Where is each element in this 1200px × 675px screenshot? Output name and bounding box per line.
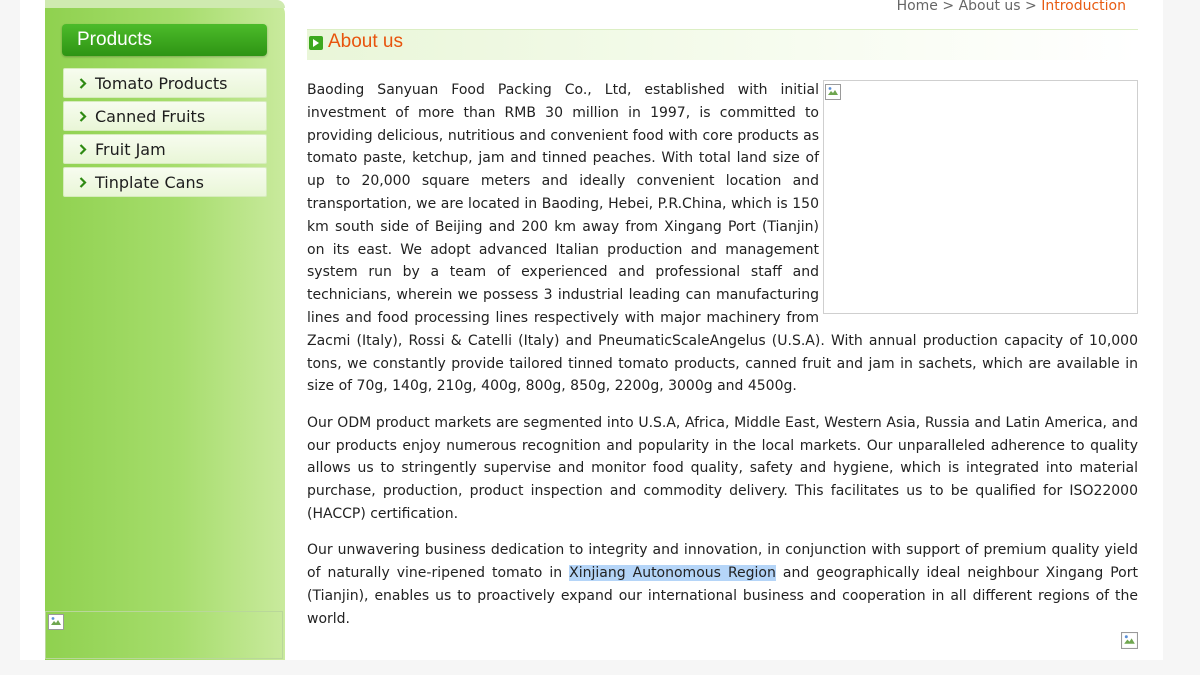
section-header <box>307 29 1138 60</box>
intro-paragraph-3 <box>307 539 1138 630</box>
intro-paragraph-2: Our ODM product markets are segmented into U.S.A, Africa, Middle East, Western Asia, Russia and Latin America, and our products enjoy numerous recognition and popularity in the local markets. Our unparalleled adherence to quality allows us to stringently supervise and monitor food quality, safety and hygiene, which is integrated into material purchase, production, product inspection and commodity delivery. This facilitates us to be qualified for ISO22000 (HACCP) certification. <box>307 414 1138 522</box>
page <box>20 0 1163 675</box>
section-marker-icon <box>309 36 323 50</box>
sidebar-title: Products <box>62 24 267 56</box>
broken-image-icon <box>1121 632 1138 649</box>
sidebar-item-tinplate-cans[interactable] <box>63 167 267 197</box>
chevron-right-icon <box>78 110 88 122</box>
sidebar-banner-image <box>45 611 283 659</box>
breadcrumb-separator: > <box>1025 0 1037 14</box>
sidebar-top-edge <box>45 0 285 8</box>
sidebar-item-tomato-products[interactable] <box>63 68 267 98</box>
sidebar-item-label: Tinplate Cans <box>95 172 204 192</box>
broken-image-icon <box>825 84 841 100</box>
breadcrumb-about-link[interactable]: About us <box>958 0 1021 14</box>
breadcrumb-separator: > <box>942 0 955 14</box>
highlighted-text: Xinjiang Autonomous Region <box>569 565 776 582</box>
sidebar-item-canned-fruits[interactable] <box>63 101 267 131</box>
sidebar-item-fruit-jam[interactable] <box>63 134 267 164</box>
company-photo <box>823 80 1138 314</box>
sidebar-item-label: Fruit Jam <box>95 139 166 159</box>
broken-image-icon <box>48 614 64 630</box>
main-content <box>307 79 1138 644</box>
sidebar-item-label: Canned Fruits <box>95 106 206 126</box>
breadcrumb <box>897 0 1126 14</box>
chevron-right-icon <box>78 77 88 89</box>
paragraph-text: Our unwavering business dedication to integrity and innovation, in conjunction with support of premium quality yield of naturally vine-ripened tomato in <box>307 542 1138 582</box>
chevron-right-icon <box>78 176 88 188</box>
chevron-right-icon <box>78 143 88 155</box>
breadcrumb-current: Introduction <box>1041 0 1126 14</box>
sidebar-item-label: Tomato Products <box>95 73 228 93</box>
breadcrumb-home-link[interactable]: Home <box>896 0 938 14</box>
paragraph-text: and geographically ideal neighbour Xingang Port (Tianjin), enables us to proactively expand our international business and cooperation in all different regions of the world. <box>307 565 1138 627</box>
intro-paragraph-1: Baoding Sanyuan Food Packing Co., Ltd, established with initial investment of more than RMB 30 million in 1997, is committed to providing delicious, nutritious and convenient food with core products as tomato paste, ketchup, jam and tinned peaches. With total land size of up to 20,000 square meters and ideally convenient location and transportation, we are located in Baoding, Hebei, P.R.China, which is 150 km south side of Beijing and 200 km away from Xingang Port (Tianjin) on its east. We adopt advanced Italian production and management system run by a team of experienced and professional staff and technicians, wherein we possess 3 industrial leading can manufacturing lines and food processing lines respectively with major machinery from Zacmi (Italy), Rossi & Catelli (Italy) and PneumaticScaleAngelus (U.S.A). With annual production capacity of 10,000 tons, we constantly provide tailored tinned tomato products, canned fruit and jam in sachets, which are available in size of 70g, 140g, 210g, 400g, 800g, 850g, 2200g, 3000g and 4500g. <box>307 82 1138 395</box>
sidebar <box>45 0 285 660</box>
product-nav <box>63 68 267 200</box>
page-footer-strip <box>20 660 1163 675</box>
page-title: About us <box>328 31 403 52</box>
